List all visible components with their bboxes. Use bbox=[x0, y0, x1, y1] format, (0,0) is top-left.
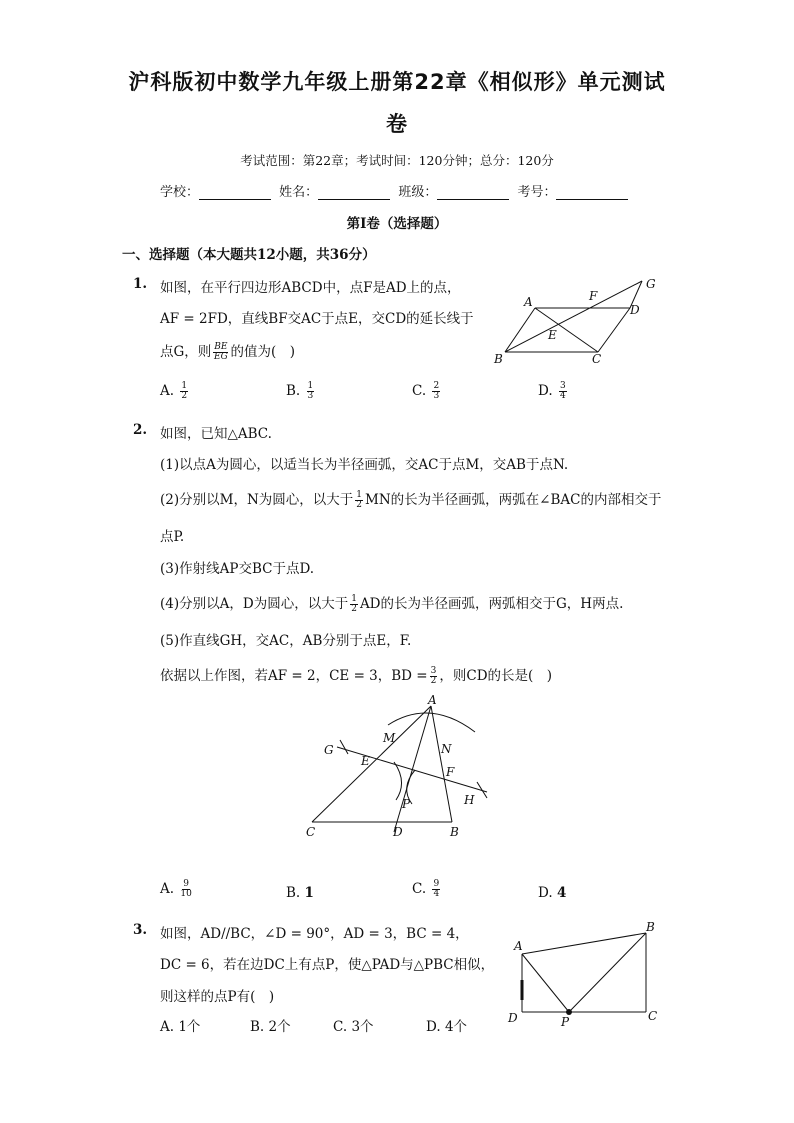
q1-label-G: G bbox=[646, 277, 656, 291]
q3-opt-a-text: 1个 bbox=[178, 1019, 201, 1035]
q2-option-c[interactable] bbox=[412, 880, 442, 899]
q2-number: 2. bbox=[133, 422, 148, 438]
q1-opt-b-den: 3 bbox=[307, 391, 314, 401]
q1-label-D: D bbox=[630, 303, 640, 317]
q1-frac-num: BE bbox=[214, 342, 228, 352]
q3-label-C: C bbox=[648, 1009, 658, 1023]
q2-ask-den: 2 bbox=[430, 676, 437, 686]
q2-ask-a: 依据以上作图，若AF = 2，CE = 3，BD = bbox=[160, 668, 428, 684]
name-blank[interactable] bbox=[318, 186, 390, 200]
q1-label-E: E bbox=[548, 328, 557, 342]
q2-opt-d-label: D. bbox=[538, 885, 553, 901]
q2-step3: (3)作射线AP交BC于点D. bbox=[160, 561, 315, 577]
q2-label-H: H bbox=[464, 793, 475, 807]
q2-label-N: N bbox=[441, 742, 452, 756]
examno-label: 考号： bbox=[517, 185, 557, 200]
q3-line2: DC = 6，若在边DC上有点P，使△PAD与△PBC相似， bbox=[160, 957, 495, 973]
q3-option-d[interactable] bbox=[426, 1015, 467, 1035]
q3-label-B: B bbox=[646, 920, 655, 934]
q2-step2-a: (2)分别以M，N为圆心，以大于 bbox=[160, 492, 354, 508]
q1-fraction bbox=[213, 343, 228, 362]
q1-line2: AF = 2FD，直线BF交AC于点E，交CD的延长线于 bbox=[160, 311, 474, 327]
school-blank[interactable] bbox=[199, 186, 271, 200]
q2-label-A: A bbox=[428, 693, 437, 707]
doc-title-line1: 沪科版初中数学九年级上册第22章《相似形》单元测试 bbox=[128, 70, 666, 94]
q1-line3-b: 的值为( ) bbox=[230, 344, 296, 360]
q2-label-E: E bbox=[361, 754, 370, 768]
q1-label-C: C bbox=[592, 352, 602, 366]
q2-ask-num: 3 bbox=[430, 666, 437, 676]
q3-label-D: D bbox=[508, 1011, 518, 1025]
q2-ask bbox=[160, 664, 552, 686]
q1-figure-parallelogram bbox=[490, 272, 670, 372]
q2-step4-num: 1 bbox=[351, 594, 357, 604]
q1-label-B: B bbox=[494, 352, 503, 366]
class-blank[interactable] bbox=[437, 186, 509, 200]
q1-option-b[interactable] bbox=[286, 382, 316, 401]
q3-opt-d-text: 4个 bbox=[444, 1019, 468, 1035]
q3-figure-trapezoid bbox=[505, 918, 665, 1033]
q1-opt-c-den: 3 bbox=[433, 391, 440, 401]
q2-step4-b: AD的长为半径画弧，两弧相交于G，H两点. bbox=[359, 596, 624, 612]
q2-step2-num: 1 bbox=[356, 490, 362, 500]
q2-label-P: P bbox=[402, 797, 411, 811]
q3-opt-b-text: 2个 bbox=[268, 1019, 291, 1035]
q3-line1: 如图，AD//BC，∠D = 90°，AD = 3，BC = 4， bbox=[160, 926, 469, 942]
q2-step2-den: 2 bbox=[356, 500, 362, 510]
q1-opt-a-den: 2 bbox=[181, 391, 188, 401]
q3-line3: 则这样的点P有( ) bbox=[160, 989, 275, 1005]
q1-opt-d-den: 4 bbox=[559, 391, 566, 401]
name-label: 姓名： bbox=[279, 185, 319, 200]
q2-label-D: D bbox=[393, 825, 403, 839]
q2-option-d[interactable] bbox=[538, 885, 566, 901]
class-label: 班级： bbox=[398, 185, 438, 200]
q3-option-b[interactable] bbox=[250, 1015, 291, 1035]
q1-line3-a: 点G，则 bbox=[160, 344, 212, 360]
q3-opt-c-text: 3个 bbox=[351, 1019, 374, 1035]
q2-step4 bbox=[160, 592, 623, 614]
doc-title-line2: 卷 bbox=[386, 112, 408, 136]
q2-opt-d-text: 4 bbox=[556, 885, 567, 901]
q1-opt-d-num: 3 bbox=[559, 381, 566, 391]
q2-label-F: F bbox=[446, 765, 455, 779]
q2-opt-b-text: 1 bbox=[304, 885, 314, 901]
q1-opt-c-label: C. bbox=[412, 383, 427, 399]
q2-step2-cont: 点P. bbox=[160, 529, 185, 545]
q3-opt-c-label: C. bbox=[333, 1019, 348, 1035]
q1-line1: 如图，在平行四边形ABCD中，点F是AD上的点， bbox=[160, 280, 461, 296]
q2-option-a[interactable] bbox=[160, 880, 194, 899]
q1-opt-b-num: 1 bbox=[307, 381, 314, 391]
q1-label-F: F bbox=[589, 289, 598, 303]
q1-option-a[interactable] bbox=[160, 382, 190, 401]
exam-info: 考试范围：第22章；考试时间：120分钟；总分：120分 bbox=[240, 153, 554, 168]
q3-opt-d-label: D. bbox=[426, 1019, 441, 1035]
q1-opt-c-num: 2 bbox=[433, 381, 440, 391]
q1-opt-d-label: D. bbox=[538, 383, 553, 399]
q1-opt-a-label: A. bbox=[160, 383, 175, 399]
q3-number: 3. bbox=[133, 922, 148, 938]
q2-label-B: B bbox=[450, 825, 459, 839]
q1-option-d[interactable] bbox=[538, 382, 569, 401]
student-info-row bbox=[160, 181, 632, 200]
q1-option-c[interactable] bbox=[412, 382, 442, 401]
q1-label-A: A bbox=[524, 295, 533, 309]
q2-figure-triangle bbox=[300, 692, 500, 840]
q3-opt-b-label: B. bbox=[250, 1019, 265, 1035]
volume-title: 第I卷（选择题） bbox=[346, 216, 448, 232]
q3-label-A: A bbox=[514, 939, 523, 953]
q2-option-b[interactable] bbox=[286, 885, 314, 901]
q2-opt-b-label: B. bbox=[286, 885, 301, 901]
q2-opt-c-den: 4 bbox=[433, 889, 440, 899]
q3-option-a[interactable] bbox=[160, 1015, 200, 1035]
q2-step5: (5)作直线GH，交AC，AB分别于点E，F. bbox=[160, 633, 412, 649]
q3-option-c[interactable] bbox=[333, 1015, 374, 1035]
q2-opt-a-num: 9 bbox=[183, 879, 189, 889]
q2-intro: 如图，已知△ABC. bbox=[160, 426, 272, 442]
q2-opt-c-num: 9 bbox=[433, 879, 440, 889]
q2-label-M: M bbox=[383, 731, 396, 745]
q3-opt-a-label: A. bbox=[160, 1019, 175, 1035]
q2-step2 bbox=[160, 488, 661, 510]
q2-step4-den: 2 bbox=[351, 604, 357, 614]
q1-opt-a-num: 1 bbox=[181, 381, 188, 391]
q2-ask-b: ，则CD的长是( ) bbox=[439, 668, 553, 684]
section-title: 一、选择题（本大题共12小题，共36分） bbox=[122, 247, 376, 263]
q2-label-C: C bbox=[306, 825, 316, 839]
q2-step1: (1)以点A为圆心，以适当长为半径画弧，交AC于点M，交AB于点N. bbox=[160, 457, 569, 473]
q3-label-P: P bbox=[561, 1015, 570, 1029]
q1-number: 1. bbox=[133, 276, 148, 292]
q2-label-G: G bbox=[324, 743, 334, 757]
q2-opt-c-label: C. bbox=[412, 881, 427, 897]
q1-opt-b-label: B. bbox=[286, 383, 301, 399]
school-label: 学校： bbox=[160, 185, 200, 200]
q1-frac-den: EG bbox=[214, 352, 228, 362]
q2-step2-b: MN的长为半径画弧，两弧在∠BAC的内部相交于 bbox=[365, 492, 662, 508]
examno-blank[interactable] bbox=[556, 186, 628, 200]
q2-opt-a-den: 10 bbox=[180, 889, 192, 899]
q2-opt-a-label: A. bbox=[160, 881, 175, 897]
q1-line3 bbox=[160, 340, 295, 362]
q2-step4-a: (4)分别以A，D为圆心，以大于 bbox=[160, 596, 349, 612]
